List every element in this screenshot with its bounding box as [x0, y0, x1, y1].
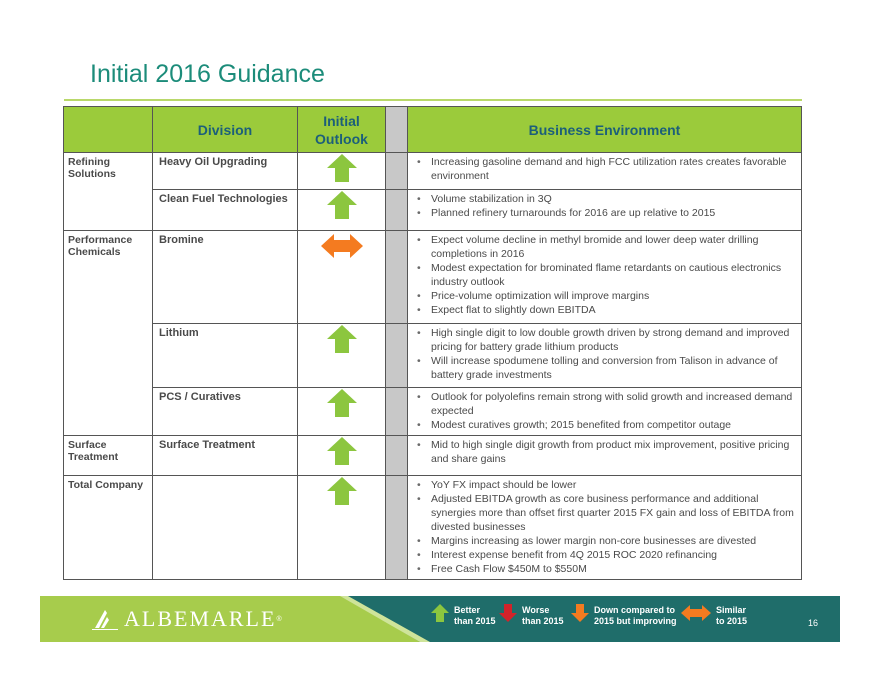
- legend-label-line2: than 2015: [522, 615, 564, 626]
- header-environment: Business Environment: [408, 107, 802, 153]
- environment-bullet: • Adjusted EBITDA growth as core business performance and additional synergies more than offset first quarter 2015 FX gain and loss of EBITDA from divested businesses: [414, 492, 795, 534]
- division-name: Bromine: [153, 231, 298, 324]
- environment-bullet: • Mid to high single digit growth from product mix improvement, positive pricing and share gains: [414, 438, 795, 466]
- outlook-cell: [298, 324, 386, 388]
- gap-cell: [386, 436, 408, 476]
- environment-bullet: • Increasing gasoline demand and high FCC utilization rates creates favorable environment: [414, 155, 795, 183]
- outlook-cell: [298, 436, 386, 476]
- division-name: [153, 476, 298, 580]
- arrow-down-orange-icon: [570, 603, 590, 628]
- arrow-down-red-icon: [498, 603, 518, 628]
- segment-performance: Performance Chemicals: [64, 231, 153, 436]
- environment-bullet: • Volume stabilization in 3Q: [414, 192, 795, 206]
- legend-label-line1: Down compared to: [594, 604, 676, 615]
- environment-cell: [408, 153, 802, 190]
- gap-cell: [386, 324, 408, 388]
- header-outlook-line1: Initial: [323, 112, 360, 129]
- legend-similar: [680, 603, 747, 628]
- environment-bullet: • Will increase spodumene tolling and conversion from Talison in advance of battery grade investments: [414, 354, 795, 382]
- legend-label-line1: Better: [454, 604, 481, 615]
- logo-text: ALBEMARLE: [124, 606, 277, 631]
- environment-cell: [408, 231, 802, 324]
- arrow-up-green-icon: [326, 153, 358, 186]
- outlook-cell: [298, 231, 386, 324]
- division-name: Heavy Oil Upgrading: [153, 153, 298, 190]
- arrow-up-green-icon: [326, 476, 358, 509]
- environment-bullet: • Price-volume optimization will improve margins: [414, 289, 795, 303]
- page-title: Initial 2016 Guidance: [90, 60, 325, 88]
- legend-better: [430, 603, 496, 628]
- albemarle-logo: [92, 606, 282, 632]
- environment-bullet: • Expect volume decline in methyl bromide and lower deep water drilling completions in 2016: [414, 233, 795, 261]
- header-gap: [386, 107, 408, 153]
- environment-cell: [408, 190, 802, 231]
- arrow-up-green-icon: [326, 388, 358, 421]
- division-name: Lithium: [153, 324, 298, 388]
- environment-bullet: • Expect flat to slightly down EBITDA: [414, 303, 795, 317]
- environment-bullet: • Margins increasing as lower margin non-core businesses are divested: [414, 534, 795, 548]
- environment-bullet: • Planned refinery turnarounds for 2016 are up relative to 2015: [414, 206, 795, 220]
- division-name: Surface Treatment: [153, 436, 298, 476]
- albemarle-mark-icon: [92, 608, 118, 630]
- division-name: PCS / Curatives: [153, 388, 298, 436]
- legend-label-line2: to 2015: [716, 615, 748, 626]
- environment-cell: [408, 324, 802, 388]
- legend-label-line1: Worse: [522, 604, 550, 615]
- double-arrow-orange-icon: [320, 231, 364, 264]
- segment-total: Total Company: [64, 476, 153, 580]
- header-outlook-line2: Outlook: [315, 130, 368, 147]
- arrow-up-green-icon: [430, 603, 450, 628]
- outlook-cell: [298, 388, 386, 436]
- environment-bullet: • Modest curatives growth; 2015 benefited from competitor outage: [414, 418, 795, 432]
- outlook-cell: [298, 190, 386, 231]
- header-segment: [64, 107, 153, 153]
- legend-label-line2: 2015 but improving: [594, 615, 677, 626]
- environment-cell: [408, 476, 802, 580]
- page-number: 16: [808, 618, 819, 628]
- double-arrow-orange-icon: [680, 603, 712, 628]
- environment-bullet: • YoY FX impact should be lower: [414, 478, 795, 492]
- gap-cell: [386, 388, 408, 436]
- header-division: Division: [153, 107, 298, 153]
- arrow-up-green-icon: [326, 190, 358, 223]
- outlook-cell: [298, 476, 386, 580]
- environment-bullet: • Free Cash Flow $450M to $550M: [414, 562, 795, 576]
- legend-worse: [498, 603, 564, 628]
- environment-cell: [408, 436, 802, 476]
- gap-cell: [386, 231, 408, 324]
- arrow-up-green-icon: [326, 324, 358, 357]
- header-outlook: [298, 107, 386, 153]
- legend-label-line1: Similar: [716, 604, 747, 615]
- legend-label-line2: than 2015: [454, 615, 496, 626]
- environment-cell: [408, 388, 802, 436]
- environment-bullet: • Modest expectation for brominated flame retardants on cautious electronics industry outlook: [414, 261, 795, 289]
- legend-down-improving: [570, 603, 677, 628]
- division-name: Clean Fuel Technologies: [153, 190, 298, 231]
- gap-cell: [386, 153, 408, 190]
- outlook-cell: [298, 153, 386, 190]
- segment-surface: Surface Treatment: [64, 436, 153, 476]
- segment-refining: Refining Solutions: [64, 153, 153, 231]
- gap-cell: [386, 190, 408, 231]
- guidance-table: [63, 106, 802, 580]
- logo-registered: ®: [276, 615, 282, 623]
- title-rule: [64, 99, 802, 101]
- arrow-up-green-icon: [326, 436, 358, 469]
- gap-cell: [386, 476, 408, 580]
- environment-bullet: • Outlook for polyolefins remain strong with solid growth and increased demand expected: [414, 390, 795, 418]
- environment-bullet: • High single digit to low double growth driven by strong demand and improved pricing for battery grade lithium products: [414, 326, 795, 354]
- environment-bullet: • Interest expense benefit from 4Q 2015 ROC 2020 refinancing: [414, 548, 795, 562]
